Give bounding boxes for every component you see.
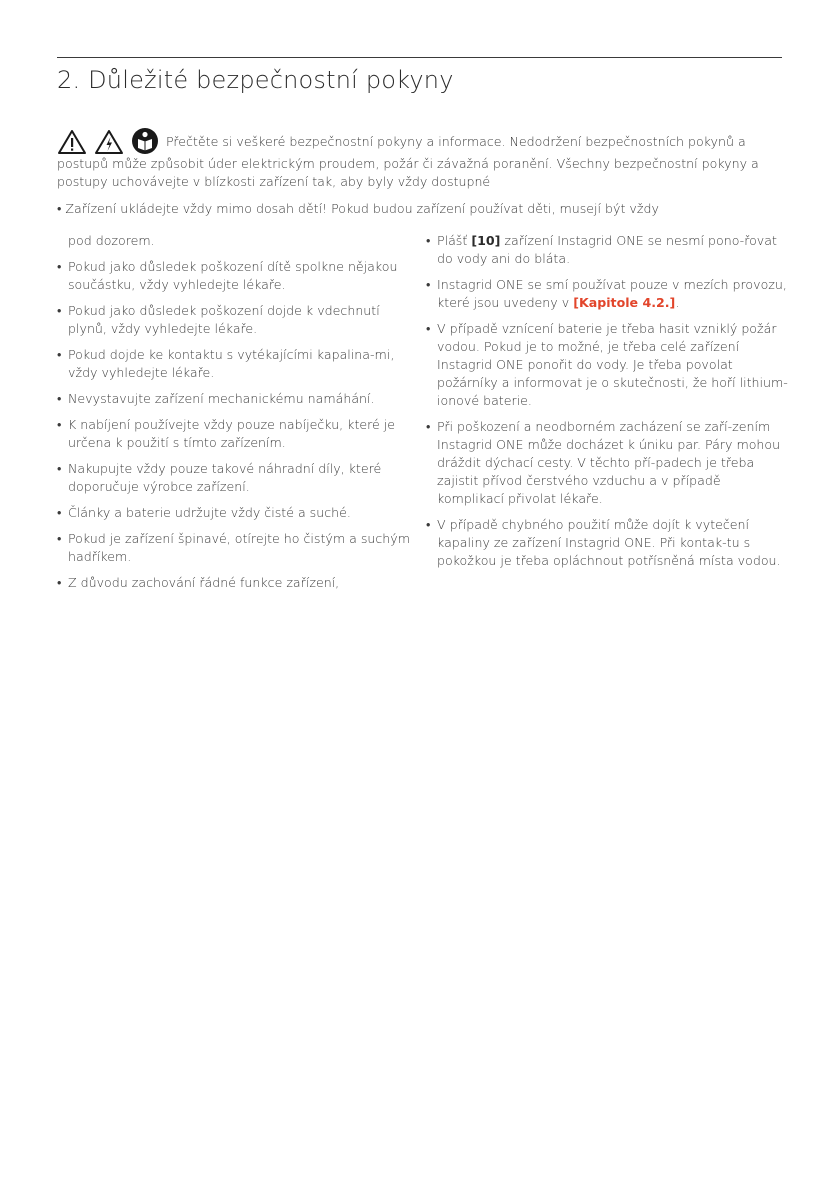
first-bullet-continuation: pod dozorem. — [68, 233, 155, 248]
read-manual-icon — [131, 127, 159, 155]
list-item: • K nabíjení používejte vždy pouze nabíječku, které je určena k použití s tímto zařízením. — [57, 416, 419, 452]
list-item: • Instagrid ONE se smí používat pouze v mezích provozu, které jsou uvedeny v [Kapitole 4.2.]. — [426, 276, 788, 312]
right-bullet-list — [426, 232, 788, 570]
part-reference: [10] — [471, 233, 501, 248]
top-rule — [57, 57, 782, 58]
section-title: 2. Důležité bezpečnostní pokyny — [57, 66, 454, 94]
list-item: • Nakupujte vždy pouze takové náhradní díly, které doporučuje výrobce zařízení. — [57, 460, 419, 496]
intro-text: Přečtěte si veškeré bezpečnostní pokyny a informace. Nedodržení bezpečnostních pokynů a postupů může způsobit úder elektrickým proudem, požár či závažná poranění. Všechny bezpečnostní pokyny a postupy uchovávejte v blízkosti zařízení tak, aby byly vždy dostupné — [57, 134, 759, 189]
list-item: • Pokud je zařízení špinavé, otírejte ho čistým a suchým hadříkem. — [57, 530, 419, 566]
list-item: • Pokud jako důsledek poškození dítě spolkne nějakou součástku, vždy vyhledejte lékaře. — [57, 258, 419, 294]
list-item: • V případě vznícení baterie je třeba hasit vzniklý požár vodou. Pokud je to možné, je třeba celé zařízení Instagrid ONE ponořit do vody. Je třeba povolat požárníky a informovat je o skutečnosti, že hoří lithium-ionové baterie. — [426, 320, 788, 410]
list-item: • Z důvodu zachování řádné funkce zařízení, — [57, 574, 419, 592]
bullet-marker: • — [57, 201, 66, 216]
warning-icon — [57, 129, 87, 155]
list-item: • Nevystavujte zařízení mechanickému namáhání. — [57, 390, 419, 408]
intro-paragraph — [57, 127, 787, 191]
list-item: • Články a baterie udržujte vždy čisté a suché. — [57, 504, 419, 522]
right-column — [426, 232, 788, 578]
chapter-link[interactable]: [Kapitole 4.2.] — [573, 295, 676, 310]
list-item: • Pokud jako důsledek poškození dojde k vdechnutí plynů, vždy vyhledejte lékaře. — [57, 302, 419, 338]
first-bullet — [57, 200, 797, 218]
safety-icons — [57, 127, 162, 155]
list-item: • Pokud dojde ke kontaktu s vytékajícími kapalina-mi, vždy vyhledejte lékaře. — [57, 346, 419, 382]
list-item: • V případě chybného použití může dojít k vytečení kapaliny ze zařízení Instagrid ONE. Při kontak-tu s pokožkou je třeba opláchnout potřísněná místa vodou. — [426, 516, 788, 570]
electric-shock-warning-icon — [94, 129, 124, 155]
first-bullet-text: Zařízení ukládejte vždy mimo dosah dětí! Pokud budou zařízení používat děti, musejí být vždy — [65, 201, 659, 216]
list-item: • Plášť [10] zařízení Instagrid ONE se nesmí pono-řovat do vody ani do bláta. — [426, 232, 788, 268]
left-column — [57, 232, 419, 600]
list-item: • Při poškození a neodborném zacházení se zaří-zením Instagrid ONE může docházet k úniku par. Páry mohou dráždit dýchací cesty. V těchto pří-padech je třeba zajistit přívod čerstvého vzduchu a v případě komplikací přivolat lékaře. — [426, 418, 788, 508]
left-bullet-list — [57, 258, 419, 592]
